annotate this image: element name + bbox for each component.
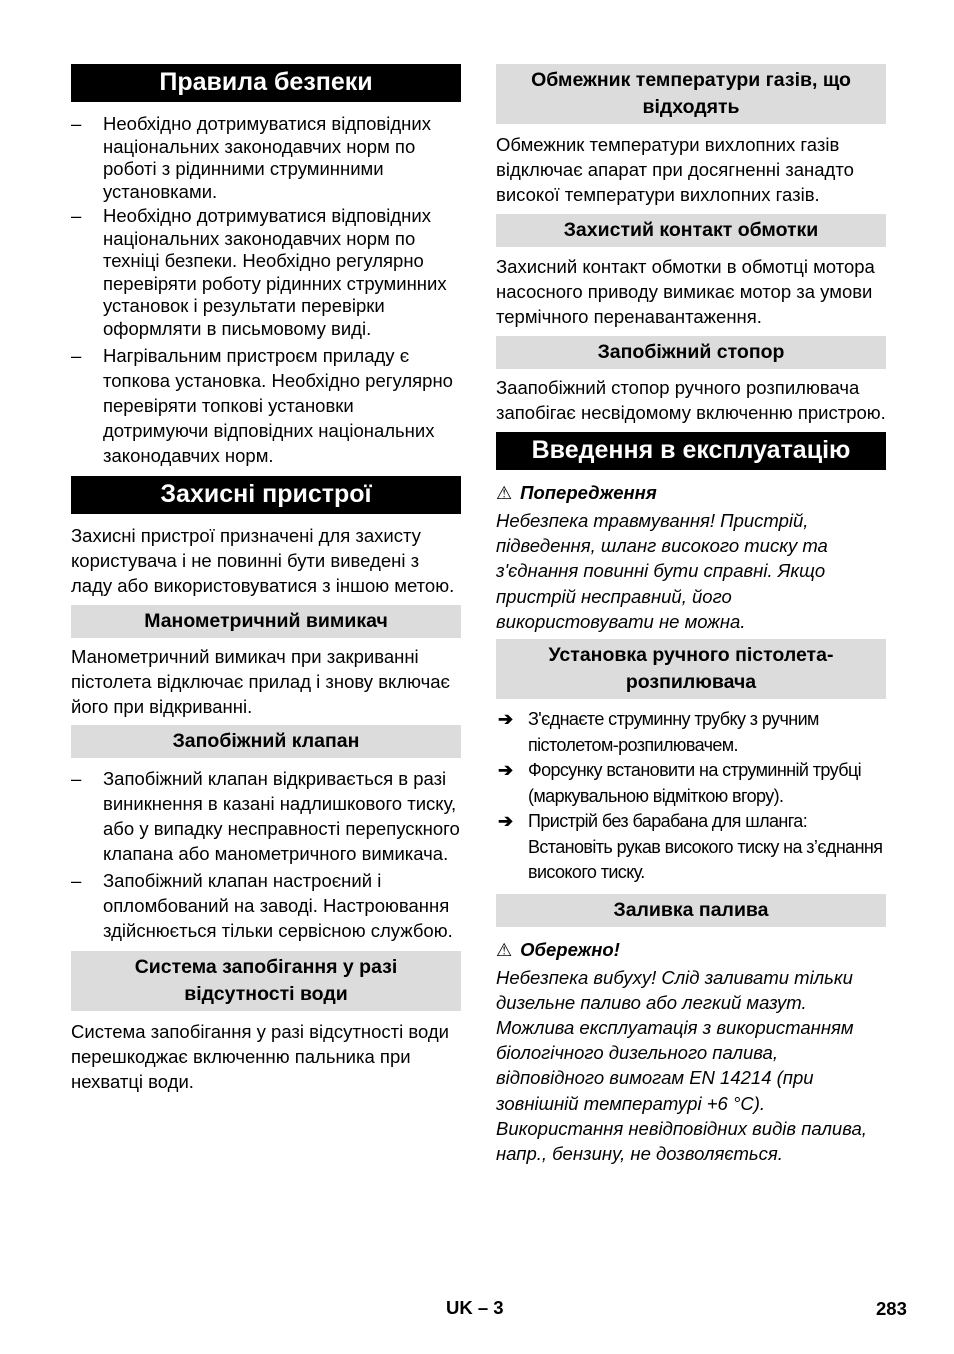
list-item: ➔ Форсунку встановити на струминній трубці (маркувальною відміткою вгору). [498,760,862,806]
caution-text: Небезпека вибуху! Слід заливати тільки дизельне паливо або легкий мазут. Можлива експлуатація з використанням біологічного дизельного палива, відповідного вимогам EN 14214 (при зовнішній температурі +6 °C). Використання невідповідних видів палива, напр., бензину, не дозволяється. [496,966,867,1164]
safety-valve-list [71,766,461,943]
footer-section-label: UK – 3 [446,1297,504,1318]
heading-safety-rules: Правила безпеки [71,64,461,102]
left-column [71,64,461,1094]
heading-gun-install: Установка ручного пістолета-розпилювача [496,639,886,699]
heading-exhaust-limiter: Обмежник температури газів, що відходять [496,64,886,124]
warning-triangle-icon: ⚠ [496,483,513,503]
heading-winding-contact: Захистий контакт обмотки [496,214,886,247]
warning-text: Небезпека травмування! Пристрій, підведення, шланг високого тиску та з'єднання повинні бути справні. Якщо пристрій несправний, його використовувати не можна. [496,510,828,632]
list-item: – Необхідно дотримуватися відповідних національних законодавчих норм по роботі з рідинними струминними установками. [71,113,431,202]
heading-safety-catch: Запобіжний стопор [496,336,886,369]
heading-protective-devices: Захисні пристрої [71,476,461,514]
heading-pressure-switch: Манометричний вимикач [71,605,461,638]
warning-heading: ⚠ Попередження [496,482,657,503]
exhaust-limiter-text: Обмежник температури вихлопних газів відключає апарат при досягненні занадто високої температури вихлопних газів. [496,134,854,205]
gun-install-steps [496,707,886,886]
safety-rules-list [71,113,461,468]
list-item: ➔ З'єднаєте струминну трубку з ручним пістолетом-розпилювачем. [498,709,819,755]
arrow-right-icon: ➔ [498,760,514,781]
water-shortage-text: Система запобігання у разі відсутності води перешкоджає включенню пальника при нехватці води. [71,1021,449,1092]
list-item: – Нагрівальним пристроєм приладу є топкова установка. Необхідно регулярно перевіряти топкові установки дотримуючи відповідних національних законодавчих норм. [71,345,453,466]
page-number: 283 [876,1298,907,1319]
heading-fuel: Заливка палива [496,894,886,927]
list-item: ➔ Пристрій без барабана для шланга: Встановіть рукав високого тиску на з’єднання високого тиску. [498,811,883,883]
heading-safety-valve: Запобіжний клапан [71,725,461,758]
safety-catch-text: Заапобіжний стопор ручного розпилювача запобігає несвідомому включенню пристрою. [496,377,886,423]
list-item: – Запобіжний клапан настроєний і опломбований на заводі. Настроювання здійснюється тільки сервісною службою. [71,870,453,941]
protective-devices-text: Захисні пристрої призначені для захисту користувача і не повинні бути виведені з ладу або використовуватися з іншою метою. [71,525,455,596]
arrow-right-icon: ➔ [498,709,514,730]
warning-triangle-icon: ⚠ [496,939,513,960]
list-item: – Запобіжний клапан відкривається в разі виникнення в казані надлишкового тиску, або у випадку несправності перепускного клапана або манометричного вимикача. [71,768,460,864]
arrow-right-icon: ➔ [498,811,514,832]
heading-water-shortage: Система запобігання у разі відсутності води [71,951,461,1011]
caution-heading: ⚠ Обережно! [496,938,620,960]
pressure-switch-text: Манометричний вимикач при закриванні пістолета відключає прилад і знову включає його при відкриванні. [71,646,450,717]
right-column [496,64,886,1166]
heading-commissioning: Введення в експлуатацію [496,432,886,470]
winding-contact-text: Захисний контакт обмотки в обмотці мотора насосного приводу вимикає мотор за умови термічного перенавантаження. [496,256,875,327]
list-item: – Необхідно дотримуватися відповідних національних законодавчих норм по техніці безпеки. Необхідно регулярно перевіряти роботу рідинних струминних установок і результати перевірки оформляти в письмовому виді. [71,205,447,339]
